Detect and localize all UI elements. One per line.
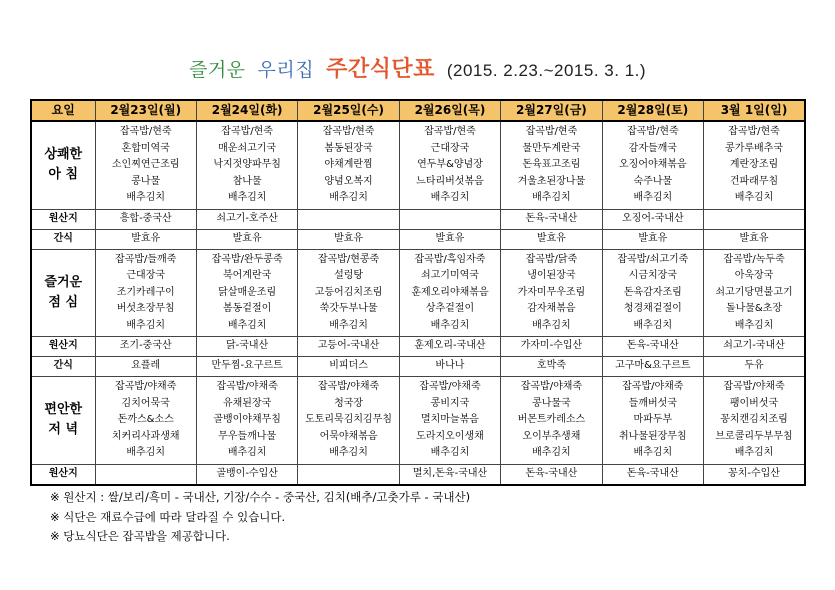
dinner-day-cell	[95, 377, 196, 465]
menu-item: 고등어김치조림	[314, 286, 383, 298]
menu-item: 배추김치	[734, 447, 774, 458]
menu-item: 배추김치	[430, 192, 470, 203]
header-day: 2월28일(토)	[602, 100, 703, 121]
menu-item: 어묵야채볶음	[319, 430, 378, 442]
dinner-day-cell	[501, 377, 602, 465]
menu-item: 낙지젓양파무침	[213, 159, 281, 170]
lunch-day-cell	[602, 249, 703, 337]
dinner-label	[31, 377, 95, 465]
menu-item: 취나물된장무침	[619, 430, 687, 442]
origin-cell: 돈육-국내산	[501, 209, 602, 229]
footnotes	[50, 488, 470, 547]
snack1-label: 간식	[31, 229, 95, 249]
menu-item: 콩비지국	[430, 397, 470, 409]
menu-item: 청국장	[334, 397, 364, 409]
menu-item: 무우들깨나물	[218, 430, 277, 442]
snack-cell: 발효유	[602, 229, 703, 249]
menu-item: 숙주나물	[633, 175, 673, 187]
menu-item: 양념오복지	[324, 175, 373, 187]
origin-cell: 흥합-중국산	[95, 209, 196, 229]
origin-cell	[298, 209, 399, 229]
origin-cell: 훈제오리-국내산	[399, 337, 500, 357]
menu-item: 돈육표고조림	[522, 159, 581, 170]
origin-cell: 쇠고기-국내산	[704, 337, 805, 357]
menu-item: 버몬트카레소스	[517, 414, 586, 425]
menu-item: 느타리버섯볶음	[416, 175, 484, 187]
menu-item: 마파두부	[633, 414, 673, 425]
origin-cell: 꽁치-수입산	[704, 464, 805, 485]
dinner-row	[31, 377, 805, 465]
menu-item: 훈제오리야채볶음	[411, 286, 489, 298]
menu-item: 아욱장국	[734, 270, 774, 281]
origin-cell	[399, 209, 500, 229]
menu-item: 봄동겉절이	[222, 303, 272, 314]
breakfast-day-cell	[501, 121, 602, 209]
origin-label: 원산지	[31, 209, 95, 229]
menu-item: 감자들깨국	[628, 142, 677, 154]
menu-item: 잡곡밥/야채죽	[317, 381, 380, 392]
menu-item: 콩나물	[131, 175, 161, 187]
menu-item: 근대장국	[430, 142, 470, 154]
menu-item: 시금치장국	[628, 270, 677, 281]
menu-item: 오이부추생채	[522, 430, 581, 442]
menu-item: 겨울초된장나물	[517, 175, 586, 187]
menu-item: 잡곡밥/현죽	[119, 126, 172, 137]
menu-item: 돈육감자조림	[623, 286, 682, 298]
menu-item: 버섯초장무침	[116, 303, 175, 314]
origin-cell: 돈육-국내산	[602, 337, 703, 357]
menu-item: 잡곡밥/현콩죽	[317, 253, 380, 265]
lunch-day-cell	[704, 249, 805, 337]
menu-item: 잡곡밥/현죽	[424, 126, 476, 137]
menu-item: 근대장국	[126, 270, 166, 281]
menu-item: 도토리묵김치김무침	[305, 414, 393, 425]
menu-item: 치커리사과생채	[111, 430, 180, 442]
menu-item: 봄동된장국	[324, 142, 373, 154]
menu-item: 설렁탕	[334, 270, 364, 281]
menu-item: 배추김치	[430, 319, 470, 331]
header-row	[31, 100, 805, 121]
snack-cell: 바나나	[399, 357, 500, 377]
dinner-day-cell	[196, 377, 297, 465]
menu-item: 매운쇠고기국	[218, 142, 277, 154]
header-day: 2월26일(목)	[399, 100, 500, 121]
breakfast-day-cell	[196, 121, 297, 209]
menu-item: 배추김치	[430, 447, 470, 458]
lunch-label	[31, 249, 95, 337]
menu-item: 콩나물국	[532, 397, 571, 409]
menu-item: 골뱅이야채무침	[213, 414, 281, 425]
menu-item: 배추김치	[633, 319, 673, 331]
menu-item: 배추김치	[126, 447, 166, 458]
snack-cell: 비피더스	[298, 357, 399, 377]
menu-item: 잡곡밥/야채죽	[115, 381, 177, 392]
header-day: 2월25일(수)	[298, 100, 399, 121]
menu-item: 오징어야채볶음	[619, 159, 687, 170]
snack-cell: 발효유	[704, 229, 805, 249]
menu-item: 잡곡밥/현죽	[728, 126, 780, 137]
footnote: ※ 식단은 재료수급에 따라 달라질 수 있습니다.	[50, 509, 286, 524]
menu-item: 참나물	[232, 175, 262, 187]
menu-item: 잡곡밥/야채죽	[520, 381, 583, 392]
footnote: ※ 원산지 : 쌀/보리/흑미 - 국내산, 기장/수수 - 중국산, 김치(배추/고춧가루 - 국내산)	[50, 490, 471, 504]
snack2-label: 간식	[31, 357, 95, 377]
breakfast-label-line2: 아 침	[48, 167, 79, 183]
origin-cell	[95, 464, 196, 485]
menu-item: 배추김치	[126, 319, 166, 331]
menu-item: 북어계란국	[222, 270, 272, 281]
menu-item: 물만두계란국	[522, 142, 581, 154]
header-day-label: 요일	[31, 100, 95, 121]
menu-item: 잡곡밥/야채죽	[622, 381, 684, 392]
origin-cell: 돈육-국내산	[602, 464, 703, 485]
menu-item: 가자미무우조림	[517, 286, 586, 298]
lunch-day-cell	[95, 249, 196, 337]
menu-item: 잡곡밥/녹두죽	[723, 253, 785, 265]
menu-item: 건파래무침	[729, 175, 779, 187]
lunch-day-cell	[196, 249, 297, 337]
dinner-day-cell	[704, 377, 805, 465]
snack-cell: 발효유	[399, 229, 500, 249]
origin-cell: 조기-중국산	[95, 337, 196, 357]
menu-item: 들깨버섯국	[628, 397, 677, 409]
snack-cell: 만두찜-요구르트	[196, 357, 297, 377]
menu-item: 닭살매운조림	[218, 286, 277, 298]
dinner-day-cell	[602, 377, 703, 465]
footnote: ※ 당뇨식단은 잡곡밥을 제공합니다.	[50, 529, 230, 543]
dinner-day-cell	[298, 377, 399, 465]
menu-item: 잡곡밥/야채죽	[216, 381, 278, 392]
snack-cell: 발효유	[298, 229, 399, 249]
title-date-range: (2015. 2.23.~2015. 3. 1.)	[446, 61, 647, 80]
weekly-menu-table	[30, 99, 806, 486]
origin-cell	[704, 209, 805, 229]
menu-item: 배추김치	[126, 192, 166, 203]
menu-item: 잡곡밥/현죽	[525, 126, 578, 137]
menu-item: 쑥갓두부나물	[319, 303, 378, 314]
breakfast-day-cell	[298, 121, 399, 209]
menu-item: 돌나물&초장	[725, 303, 783, 314]
lunch-label-line2: 점 심	[48, 294, 79, 310]
lunch-origin-row	[31, 337, 805, 357]
breakfast-day-cell	[704, 121, 805, 209]
snack-cell: 발효유	[196, 229, 297, 249]
menu-item: 배추김치	[633, 447, 673, 458]
breakfast-day-cell	[95, 121, 196, 209]
menu-item: 잡곡밥/현죽	[322, 126, 375, 137]
menu-item: 연두부&양념장	[417, 159, 483, 170]
origin-cell	[298, 464, 399, 485]
lunch-label-line1: 즐거운	[44, 274, 83, 290]
snack2-row	[31, 357, 805, 377]
menu-item: 배추김치	[532, 447, 571, 458]
menu-item: 잡곡밥/야채죽	[419, 381, 481, 392]
menu-item: 소인찌연근조림	[111, 159, 180, 170]
menu-item: 상추겉절이	[425, 303, 475, 314]
origin-cell: 돈육-국내산	[501, 464, 602, 485]
menu-item: 도라지오이생채	[416, 430, 484, 442]
title-part1: 즐거운	[188, 59, 246, 81]
menu-item: 조기카레구이	[116, 286, 175, 298]
snack-cell: 요플레	[95, 357, 196, 377]
snack-cell: 고구마&요구르트	[602, 357, 703, 377]
menu-item: 배추김치	[532, 319, 571, 331]
menu-item: 배추김치	[329, 192, 368, 203]
snack1-row	[31, 229, 805, 249]
menu-item: 배추김치	[227, 447, 267, 458]
menu-item: 혼합미역국	[121, 142, 170, 154]
snack-cell: 두유	[704, 357, 805, 377]
menu-item: 배추김치	[633, 192, 673, 203]
dinner-origin-row	[31, 464, 805, 485]
origin-cell: 골뱅이-수입산	[196, 464, 297, 485]
dinner-label-line2: 저 녁	[48, 422, 79, 438]
menu-item: 잡곡밥/쇠고기죽	[617, 253, 689, 265]
page-title	[0, 52, 835, 83]
dinner-day-cell	[399, 377, 500, 465]
menu-item: 배추김치	[532, 192, 571, 203]
header-day: 3월 1일(일)	[704, 100, 805, 121]
snack-cell: 호박죽	[501, 357, 602, 377]
menu-item: 잡곡밥/들깨죽	[115, 253, 177, 265]
menu-item: 계란장조림	[729, 159, 779, 170]
title-main: 주간식단표	[326, 57, 435, 82]
menu-item: 돈까스&소스	[117, 414, 174, 425]
menu-item: 냉이된장국	[527, 270, 576, 281]
title-part2: 우리집	[257, 59, 315, 81]
menu-item: 잡곡밥/현죽	[626, 126, 679, 137]
lunch-day-cell	[298, 249, 399, 337]
breakfast-label-line1: 상쾌한	[44, 147, 83, 163]
menu-item: 감자채볶음	[527, 303, 576, 314]
menu-item: 쇠고기미역국	[420, 270, 479, 281]
menu-item: 팽이버섯국	[729, 397, 779, 409]
header-day: 2월23일(월)	[95, 100, 196, 121]
breakfast-origin-row	[31, 209, 805, 229]
menu-item: 배추김치	[227, 319, 267, 331]
menu-item: 꽁치캔김치조림	[720, 414, 788, 425]
origin-cell: 가자미-수입산	[501, 337, 602, 357]
menu-item: 김치어묵국	[121, 397, 170, 409]
lunch-day-cell	[399, 249, 500, 337]
origin-cell: 고등어-국내산	[298, 337, 399, 357]
menu-item: 잡곡밥/야채죽	[723, 381, 785, 392]
breakfast-label	[31, 121, 95, 209]
snack-cell: 발효유	[95, 229, 196, 249]
origin-label: 원산지	[31, 464, 95, 485]
menu-item: 배추김치	[734, 319, 774, 331]
origin-cell: 쇠고기-호주산	[196, 209, 297, 229]
lunch-day-cell	[501, 249, 602, 337]
menu-item: 배추김치	[329, 447, 368, 458]
header-day: 2월24일(화)	[196, 100, 297, 121]
menu-item: 멸치마늘볶음	[420, 414, 479, 425]
menu-item: 잡곡밥/현죽	[221, 126, 273, 137]
menu-item: 잡곡밥/완두콩죽	[211, 253, 283, 265]
menu-item: 배추김치	[329, 319, 368, 331]
menu-item: 배추김치	[734, 192, 774, 203]
menu-item: 브로콜리두부무침	[715, 430, 793, 442]
menu-item: 유채된장국	[222, 397, 272, 409]
menu-item: 콩가루배추국	[725, 142, 783, 154]
menu-item: 배추김치	[227, 192, 267, 203]
menu-item: 잡곡밥/닭죽	[525, 253, 578, 265]
menu-item: 야채계란찜	[324, 159, 373, 170]
menu-item: 쇠고기당면불고기	[715, 286, 793, 298]
header-day: 2월27일(금)	[501, 100, 602, 121]
origin-label: 원산지	[31, 337, 95, 357]
origin-cell: 멸치,돈육-국내산	[399, 464, 500, 485]
origin-cell: 오징어-국내산	[602, 209, 703, 229]
menu-item: 청경채겉절이	[623, 303, 682, 314]
breakfast-day-cell	[399, 121, 500, 209]
snack-cell: 발효유	[501, 229, 602, 249]
menu-item: 잡곡밥/흑임자죽	[414, 253, 486, 265]
dinner-label-line1: 편안한	[44, 402, 83, 418]
origin-cell: 닭-국내산	[196, 337, 297, 357]
breakfast-day-cell	[602, 121, 703, 209]
lunch-row	[31, 249, 805, 337]
breakfast-row	[31, 121, 805, 209]
